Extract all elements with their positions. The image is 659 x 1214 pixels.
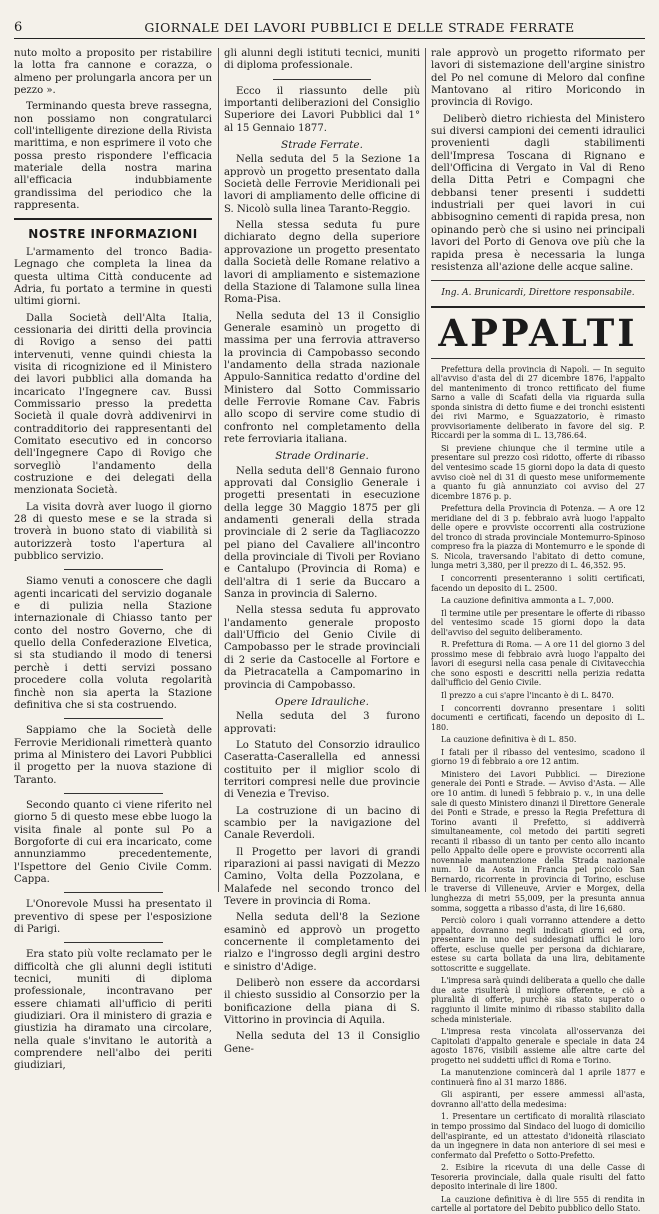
page-number: 6 [14, 20, 23, 35]
paragraph: Nella seduta del 13 il Consiglio Gene- [224, 1031, 420, 1055]
notice-paragraph: Perciò coloro i quali vorranno attendere a detto appalto, dovranno negli indicati giorni ed ora, presentare in uno dei suddesignati uffici le loro offerte, escluse quelle per persona da dichiarare, estese su carta bollata da una lira, debitamente sottoscritte e suggellate. [431, 916, 645, 973]
paragraph: Nella seduta del 13 il Consiglio Generale esaminò un progetto di massima per una ferrovia attraverso la provincia di Campobasso secondo l'andamento della strada nazionale Appulo-Sannitica redatto d'ordine del Ministero dal Sotto Commissario delle Ferrovie Romane Cav. Fabris allo scopo di servire come studio di confronto nel completamento della rete ferroviaria italiana. [224, 310, 420, 445]
paragraph: Nella seduta dell'8 la Sezione esaminò ed approvò un progetto concernente il completamento dei rialzo e l'ingrosso degli argini destro e sinistro d'Adige. [224, 912, 420, 973]
subsection-heading: Strade Ordinarie. [275, 450, 369, 463]
paragraph: Nella seduta del 5 la Sezione 1a approvò un progetto presentato dalla Società delle Ferrovie Meridionali pei lavori di ampliamento delle officine di S. Nicolò sulla linea Taranto-Reggio. [224, 154, 420, 215]
column-2 [224, 48, 420, 1055]
notice-paragraph: 2. Esibire la ricevuta di una delle Casse di Tesoreria provinciale, dalla quale risulti del fatto deposito interinale di lire 1800. [431, 1163, 645, 1192]
column-1 [14, 48, 212, 1072]
paragraph: Deliberò non essere da accordarsi il chiesto sussidio al Consorzio per la bonificazione della piana di S. Vittorino in provincia di Aquila. [224, 978, 420, 1027]
paragraph: La visita dovrà aver luogo il giorno 28 di questo mese e se la strada si troverà in buono stato di viabilità si autorizzerà tosto l'apertura al pubblico servizio. [14, 501, 212, 563]
notice-paragraph: Prefettura della Provincia di Potenza. — A ore 12 meridiane del di 3 p. febbraio avrà luogo l'appalto delle opere e provviste occorrenti alla costruzione del tronco di strada provinciale Montemurro-Spinoso compreso fra la piazza di Montemurro e le sponde di S. Nicola, traversando l'abitato di detto comune, lunga metri 3,380, per il prezzo di L. 46,352. 95. [431, 504, 645, 571]
paragraph: Lo Statuto del Consorzio idraulico Caseratta-Caserallella ed annessi costituito per il miglior scolo di territori compresi nelle due provincie di Venezia e Treviso. [224, 739, 420, 801]
notice-paragraph: 1. Presentare un certificato di moralità rilasciato in tempo prossimo dal Sindaco del luogo di domicilio dell'aspirante, ed un attestato d'idoneità rilasciato da un ingegnere in data non anteriore di sei mesi e confermato dal Prefetto o Sotto-Prefetto. [431, 1112, 645, 1160]
paragraph: Nella seduta dell'8 Gennaio furono approvati dal Consiglio Generale i progetti presentati in esecuzione della legge 30 Maggio 1875 per gli andamenti generali della strada provinciale di 2 serie da Tagliacozzo pel piano del Cavaliere all'incontro della provinciale di Tivoli per Roviano e Cantalupo (Provincia di Roma) e dell'altra di 1 serie da Buccaro a Sanza in provincia di Salerno. [224, 465, 420, 601]
page-header [14, 18, 645, 39]
notice-paragraph: La cauzione definitiva è di lire 555 di rendita in cartelle al portatore del Debito pubblico dello Stato. [431, 1194, 645, 1214]
subsection-heading: Strade Ferrate. [281, 139, 363, 152]
notice-paragraph: Gli aspiranti, per essere ammessi all'asta, dovranno all'atto della medesima: [431, 1090, 645, 1109]
editor-signature: Ing. A. Brunicardi, Direttore responsabile. [441, 288, 635, 299]
paragraph: Era stato più volte reclamato per le difficoltà che gli alunni degli istituti tecnici, muniti di diploma professionale, incontravano per essere chiamati all'ufficio di periti giudiziari. Ora il ministero di grazia e giustizia ha diramato una circolare, nella quale s'invitano le autorità a comprendere nell'albo dei periti giudiziari, [14, 949, 212, 1072]
divider [273, 79, 371, 80]
paragraph: L'armamento del tronco Badia-Legnago che completa la linea da questa ultima Città conducente ad Adria, fu portato a termine in questi ultimi giorni. [14, 246, 212, 308]
appalti-notices [431, 365, 645, 1214]
paragraph: Terminando questa breve rassegna, non possiamo non congratularci coll'intelligente direzione della Rivista marittima, e non esprimere il voto che possa presto rispondere l'efficacia materiale della nostra marina all'efficacia indubbiamente grandissima del periodico che la rappresenta. [14, 101, 212, 212]
column-rule [425, 48, 426, 892]
divider [64, 569, 163, 570]
notice-paragraph: La cauzione definitiva ammonta a L. 7,000. [441, 596, 614, 606]
section-title: NOSTRE INFORMAZIONI [28, 227, 198, 242]
paragraph: Il Progetto per lavori di grandi riparazioni ai passi navigati di Mezzo Camino, Volta della Pozzolana, e Malafede nel secondo tronco del Tevere in provincia di Roma. [224, 846, 420, 907]
notice-paragraph: I fatali per il ribasso del ventesimo, scadono il giorno 19 di febbraio a ore 12 antim. [431, 747, 645, 767]
notice-paragraph: Il prezzo a cui s'apre l'incanto è di L. 8470. [441, 691, 614, 701]
notice-paragraph: R. Prefettura di Roma. — A ore 11 del giorno 3 del prossimo mese di febbraio avrà luogo l'appalto dei lavori di esegursi nella casa penale di Civitavecchia che sono esposti e descritti nella perizia redatta dall'ufficio del Genio Civile. [431, 640, 645, 688]
notice-paragraph: I concorrenti presenteranno i soliti certificati, facendo un deposito di L. 2500. [431, 574, 645, 593]
newspaper-title: GIORNALE DEI LAVORI PUBBLICI E DELLE STRADE FERRATE [144, 20, 575, 35]
notice-paragraph: Ministero dei Lavori Pubblici. — Direzione generale dei Ponti e Strade. — Avviso d'Asta. — Alle ore 10 antim. di lunedì 5 febbraio p. v., in una delle sale di questo Ministero dinanzi il Direttore Generale dei Ponti e Strade, e presso la Regia Prefettura di Torino avanti il Prefetto, si addiverrà simultaneamente, col metodo dei partiti segreti recanti il ribasso di un tanto per cento allo incanto pello Appalto delle opere e provviste occorrenti alla novennale manutenzione della Strada nazionale num. 10 da Aosta in Francia pel piccolo San Bernardo, ricorrente in provincia di Torino, escluse le traverse di Villeneuve, Arvier e Morgex, della lunghezza di metri 55,009, per la presunta annua somma, soggetta a ribasso d'asta, di lire 16,680. [431, 769, 645, 913]
notice-paragraph: La manutenzione comincerà dal 1 aprile 1877 e continuerà fino al 31 marzo 1886. [431, 1068, 645, 1087]
column-3 [431, 48, 645, 1214]
notice-paragraph: L'impresa resta vincolata all'osservanza dei Capitolati d'appalto generale e speciale in data 24 agosto 1876, visibili assieme alle altre carte del progetto nei suddetti uffici di Roma e Torino. [431, 1027, 645, 1065]
divider [64, 793, 163, 794]
notice-paragraph: L'impresa sarà quindi deliberata a quello che dalle due aste risulterà il migliore offerente, e ciò a pluralità di offerte, purchè sia stato superato o raggiunto il limite minimo di ribasso stabilito dalla scheda ministeriale. [431, 976, 645, 1024]
notice-paragraph: Il termine utile per presentare le offerte di ribasso del ventesimo scade 15 giorni dopo la data dell'avviso del seguito deliberamento. [431, 608, 645, 637]
paragraph: Nella stessa seduta fu approvato l'andamento generale proposto dall'Ufficio del Genio Civile di Campobasso per le strade provinciali di 2 serie da Castocelle al Fortore e da Pietracatella a Campomarino in provincia di Campobasso. [224, 605, 420, 691]
notice-paragraph: I concorrenti dovranno presentare i soliti documenti e certificati, facendo un deposito di L. 180. [431, 703, 645, 732]
column-rule [218, 48, 219, 892]
divider [64, 942, 163, 943]
divider [431, 306, 645, 308]
paragraph: Secondo quanto ci viene riferito nel giorno 5 di questo mese ebbe luogo la visita finale al ponte sul Po a Borgoforte di cui era incaricato, come annunziammo precedentemente, l'Ispettore del Genio Civile Comm. Cappa. [14, 799, 212, 885]
notice-paragraph: La cauzione definitiva è di L. 850. [441, 735, 577, 745]
divider [64, 892, 163, 893]
paragraph: La costruzione di un bacino di scambio per la navigazione del Canale Reverdoli. [224, 805, 420, 842]
paragraph: Dalla Società dell'Alta Italia, cessionaria dei diritti della provincia di Rovigo a senso dei patti intervenuti, venne quindi chiesta la visita di ricognizione ed il Ministero dei lavori pubblici alla domanda ha incaricato l'Ingegnere cav. Bussi Commissario presso la predetta Società il quale dovrà addivenirvi in contradditorio dei rappresentanti del Comitato esecutivo ed in concorso dell'Ingegnere Capo di Rovigo che sorvegliò l'andamento della costruzione e dei delegati della menzionata Società. [14, 312, 212, 497]
notice-paragraph: Si previene chiunque che il termine utile a presentare sul prezzo così ridotto, offerte di ribasso del ventesimo scade 15 giorni dopo la data di questo avviso cioè nel di 31 di questo mese uniformemente a quanto fu già annunziato coi avviso del 27 dicembre 1876 p. p. [431, 443, 645, 501]
paragraph: Ecco il riassunto delle più importanti deliberazioni del Consiglio Superiore dei Lavori Pubblici dal 1° al 15 Gennaio 1877. [224, 85, 420, 134]
divider [431, 280, 645, 281]
divider [64, 718, 163, 719]
paragraph: Deliberò dietro richiesta del Ministero sui diversi campioni dei cementi idraulici provenienti dagli stabilimenti dell'Impresa Toscana di Rignano e dell'Officina di Vergato in Val di Reno della Ditta Petri e Compagni che debbansi tener presenti i suddetti industriali per quei lavori in cui abbisognino cementi di rapida presa, non opinando però che si usino nei principali lavori del Porto di Genova ove più che la rapida presa è necessaria la lunga resistenza all'azione delle acque saline. [431, 113, 645, 273]
paragraph: Sappiamo che la Società delle Ferrovie Meridionali rimetterà quanto prima al Ministero dei Lavori Pubblici il progetto per la nuova stazione di Taranto. [14, 725, 212, 786]
paragraph: gli alunni degli istituti tecnici, muniti di diploma professionale. [224, 48, 420, 72]
divider [14, 218, 212, 220]
paragraph: L'Onorevole Mussi ha presentato il preventivo di spese per l'esposizione di Parigi. [14, 899, 212, 935]
paragraph: rale approvò un progetto riformato per lavori di sistemazione dell'argine sinistro del Po nel comune di Meloro dal confine Mantovano al ritiro Moricondo in provincia di Rovigo. [431, 48, 645, 109]
paragraph: Siamo venuti a conoscere che dagli agenti incaricati del servizio doganale e di pulizia nella Stazione internazionale di Chiasso tanto per conto del nostro Governo, che di quello della Confederazione Elvetica, si sta studiando il modo di tenersi perchè i detti servizi possano procedere colla voluta regolarità finchè non sia aperta la Stazione definitiva che si sta costruendo. [14, 576, 212, 711]
paragraph: Nella stessa seduta fu pure dichiarato degno della superiore approvazione un progetto presentato dalla Società delle Romane relativo a lavori di ampliamento e sistemazione della Stazione di Talamone sulla linea Roma-Pisa. [224, 220, 420, 306]
notice-paragraph: Prefettura della provincia di Napoli. — In seguito all'avviso d'asta del di 27 dicembre 1876, l'appalto del mantenimento di tronco rettificato del fiume Sarno a valle di Scafati della via riguarda sulla sponda sinistra di detto fiume e dei tronchi esistenti dei rivi Marmo, e Sguazzatorio, è rimasto provvisoriamente deliberato in favore del sig. P. Riccardi per la somma di L. 13,786.64. [431, 364, 645, 441]
paragraph: nuto molto a proposito per ristabilire la lotta fra cannone e corazza, o almeno per prolungarla ancora per un pezzo ». [14, 48, 212, 97]
divider [431, 358, 645, 359]
subsection-heading: Opere Idrauliche. [275, 695, 369, 708]
appalti-heading: APPALTI [438, 310, 638, 355]
paragraph: Nella seduta del 3 furono approvati: [224, 711, 420, 735]
